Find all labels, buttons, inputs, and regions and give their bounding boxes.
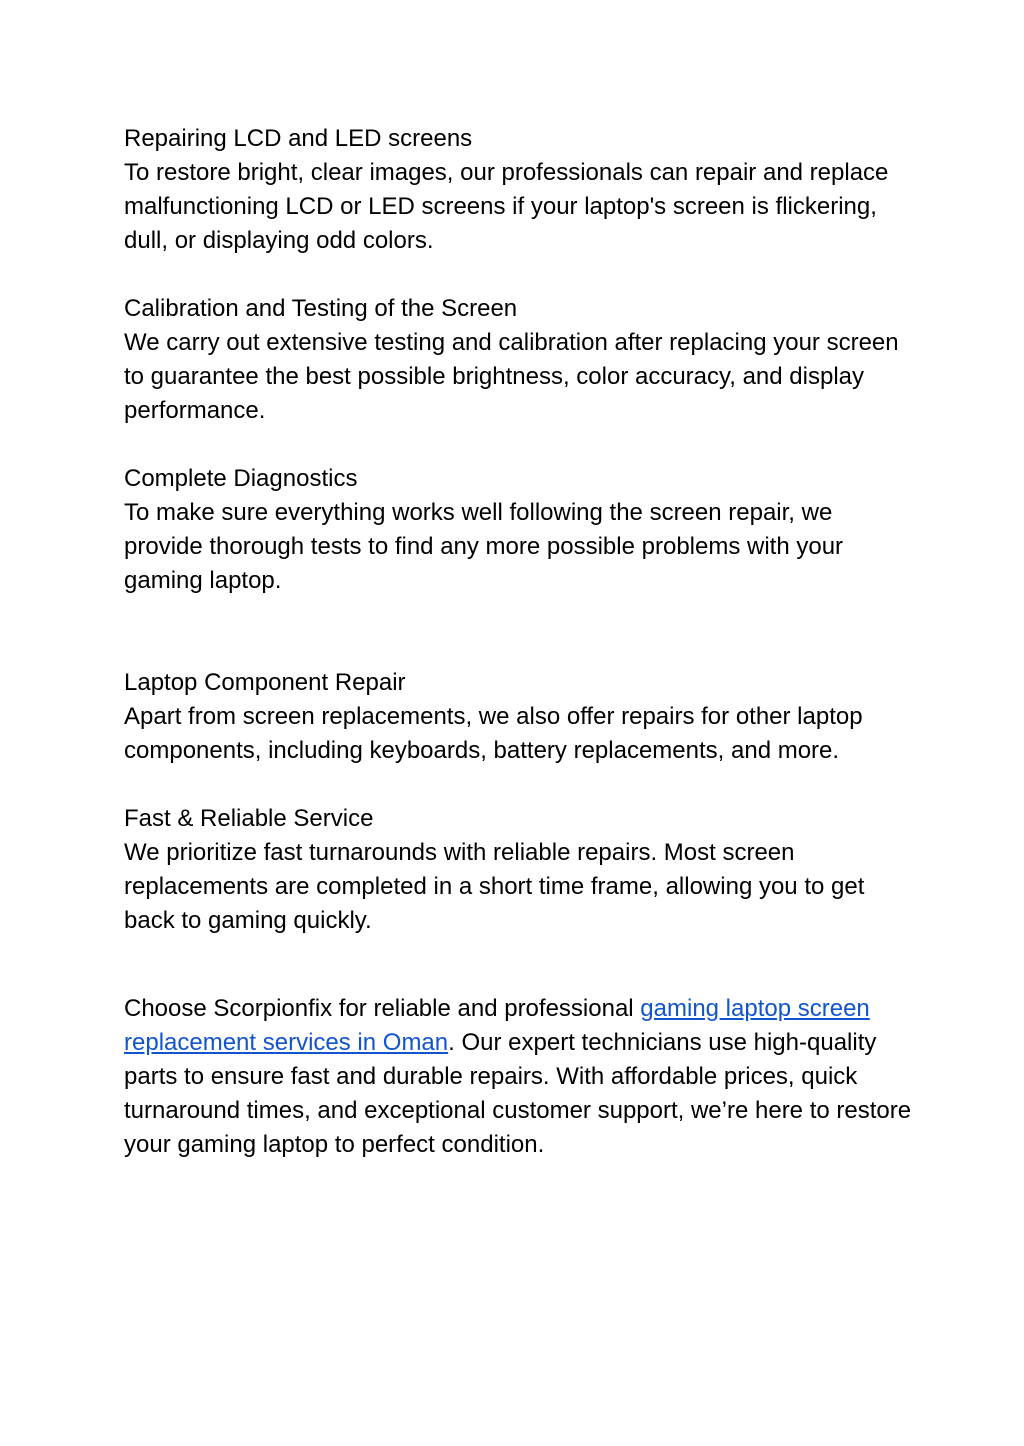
section-calibration-testing: [124, 292, 914, 428]
cta-text-before: Choose Scorpionfix for reliable and professional: [124, 995, 641, 1022]
section-heading: Repairing LCD and LED screens: [124, 125, 473, 152]
spacer: [124, 598, 914, 666]
section-heading: Calibration and Testing of the Screen: [124, 295, 518, 322]
section-body: We carry out extensive testing and calibration after replacing your screen to guarantee the best possible brightness, color accuracy, and display performance.: [124, 329, 899, 424]
service-link[interactable]: gaming laptop screen replacement services in Oman: [124, 995, 870, 1056]
section-heading: Fast & Reliable Service: [124, 805, 374, 832]
section-complete-diagnostics: [124, 462, 914, 598]
section-fast-reliable-service: [124, 802, 914, 938]
spacer: [124, 428, 914, 462]
call-to-action: [124, 992, 914, 1162]
spacer: [124, 768, 914, 802]
section-body: To restore bright, clear images, our professionals can repair and replace malfunctioning LCD or LED screens if your laptop's screen is flickering, dull, or displaying odd colors.: [124, 159, 889, 254]
section-heading: Complete Diagnostics: [124, 465, 358, 492]
section-body: Apart from screen replacements, we also offer repairs for other laptop components, including keyboards, battery replacements, and more.: [124, 703, 863, 764]
spacer: [124, 938, 914, 992]
section-heading: Laptop Component Repair: [124, 669, 406, 696]
section-lcd-led-repair: [124, 122, 914, 258]
section-body: To make sure everything works well following the screen repair, we provide thorough tests to find any more possible problems with your gaming laptop.: [124, 499, 844, 594]
cta-text-after: . Our expert technicians use high-quality parts to ensure fast and durable repairs. With affordable prices, quick turnaround times, and exceptional customer support, we’re here to restore your gaming laptop to perfect condition.: [124, 1029, 912, 1158]
cta-paragraph: [124, 992, 914, 1162]
spacer: [124, 258, 914, 292]
section-body: We prioritize fast turnarounds with reliable repairs. Most screen replacements are completed in a short time frame, allowing you to get back to gaming quickly.: [124, 839, 865, 934]
document-body: [124, 122, 914, 1162]
section-component-repair: [124, 666, 914, 768]
